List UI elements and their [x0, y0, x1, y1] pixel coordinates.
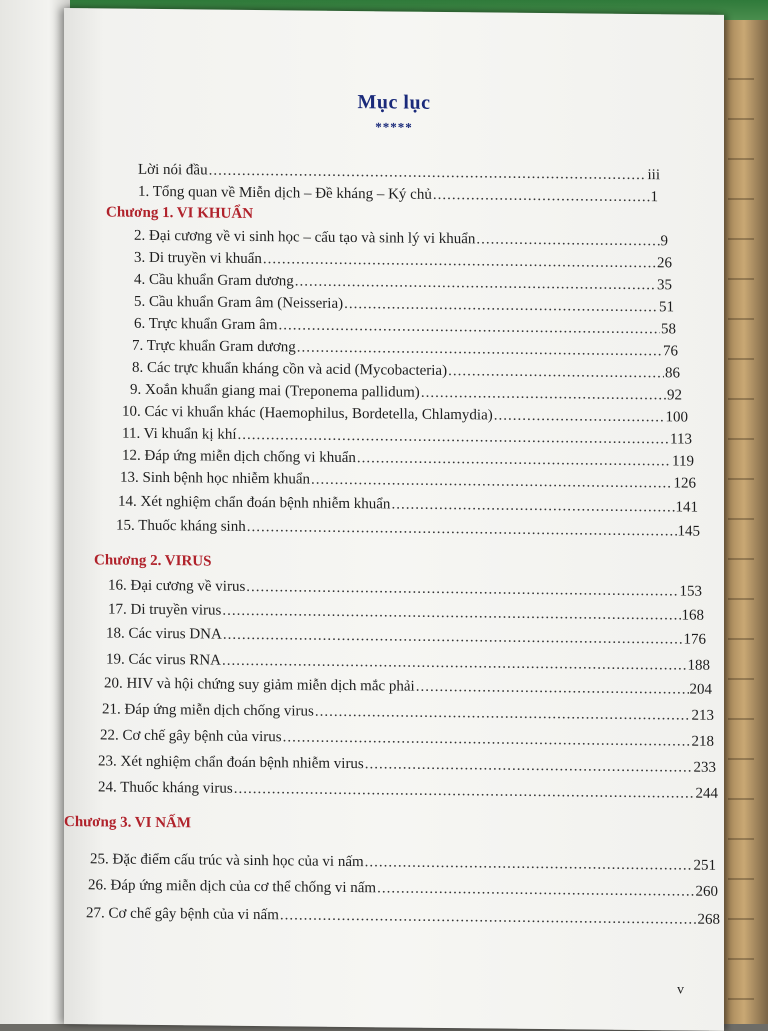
toc-entry: 23. Xét nghiệm chẩn đoán bệnh nhiễm virus ..... 233	[98, 752, 716, 776]
toc-entry: 24. Thuốc kháng virus ..... 244	[98, 778, 718, 802]
toc-entry: 5. Cầu khuẩn Gram âm (Neisseria) ..... 51	[134, 293, 674, 317]
chapter-heading: Chương 2. VIRUS	[94, 552, 212, 570]
background-left-page	[0, 0, 70, 1024]
toc-entry: 2. Đại cương về vi sinh học – cấu tạo và sinh lý vi khuẩn ..... 9	[134, 227, 668, 251]
toc-entry: 15. Thuốc kháng sinh ..... 145	[116, 517, 700, 541]
toc-entry: 6. Trực khuẩn Gram âm ..... 58	[134, 315, 676, 339]
toc-entry: 3. Di truyền vi khuẩn ..... 26	[134, 249, 672, 273]
chapter-heading: Chương 1. VI KHUẨN	[106, 204, 254, 222]
toc-entry: 25. Đặc điểm cấu trúc và sinh học của vi nấm ..... 251	[90, 850, 716, 875]
toc-entry: 9. Xoắn khuẩn giang mai (Treponema pallidum) ..... 92	[130, 381, 682, 405]
book-page	[64, 8, 724, 1031]
toc-entry: 12. Đáp ứng miễn dịch chống vi khuẩn ..... 119	[122, 447, 694, 471]
page-title: Mục lục	[357, 91, 431, 114]
toc-entry: 13. Sinh bệnh học nhiễm khuẩn ..... 126	[120, 469, 696, 493]
toc-entry: 8. Các trực khuẩn kháng cồn và acid (Mycobacteria) ..... 86	[132, 359, 680, 383]
toc-entry: 27. Cơ chế gây bệnh của vi nấm ..... 268	[86, 904, 720, 929]
toc-entry: 1. Tổng quan về Miễn dịch – Đề kháng – Ký chủ ..... 1	[138, 183, 658, 206]
toc-entry: 22. Cơ chế gây bệnh của virus ..... 218	[100, 726, 714, 750]
toc-entry: 20. HIV và hội chứng suy giảm miễn dịch mắc phải ..... 204	[104, 674, 712, 698]
toc-entry: 10. Các vi khuẩn khác (Haemophilus, Bordetella, Chlamydia) ..... 100	[122, 403, 688, 427]
toc-entry: 11. Vi khuẩn kị khí ..... 113	[122, 425, 692, 449]
toc-entry: 26. Đáp ứng miễn dịch của cơ thể chống vi nấm ..... 260	[88, 876, 718, 901]
toc-entry: 7. Trực khuẩn Gram dương ..... 76	[132, 337, 678, 361]
toc-entry: 4. Cầu khuẩn Gram dương ..... 35	[134, 271, 672, 295]
chapter-heading: Chương 3. VI NẤM	[64, 814, 192, 832]
toc-entry: 16. Đại cương về virus ..... 153	[108, 576, 702, 600]
page-number: v	[677, 982, 684, 998]
toc-entry: 14. Xét nghiệm chẩn đoán bệnh nhiễm khuẩn ..... 141	[118, 493, 698, 517]
toc-entry: 18. Các virus DNA ..... 176	[106, 624, 706, 648]
toc-entry: 21. Đáp ứng miễn dịch chống virus ..... 213	[102, 700, 714, 724]
background-wrapping-pattern	[728, 40, 754, 1000]
title-ornament: *****	[375, 119, 413, 135]
toc-entry: 17. Di truyền virus ..... 168	[108, 600, 704, 624]
toc-entry: Lời nói đầu ..... iii	[138, 161, 660, 184]
toc-entry: 19. Các virus RNA ..... 188	[106, 650, 710, 674]
